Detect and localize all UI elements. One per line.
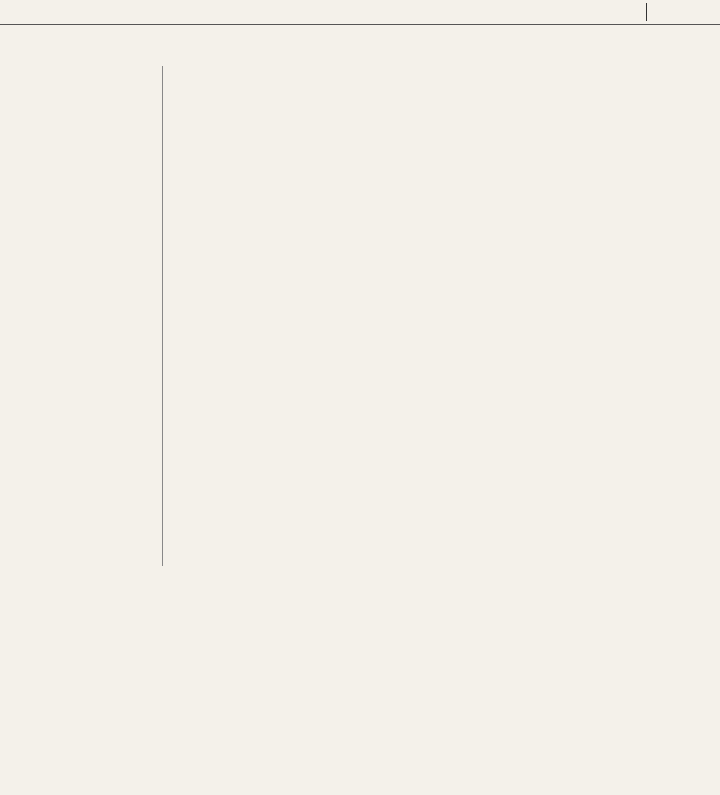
portfolio-distribution-chart — [570, 449, 720, 789]
top-charts-row — [165, 293, 720, 445]
drop-cap — [6, 70, 62, 158]
header-separator — [646, 3, 647, 21]
header-rule — [0, 24, 720, 25]
bottom-charts-row — [298, 622, 568, 792]
services-chart — [298, 449, 566, 619]
masthead — [8, 6, 16, 15]
column-divider — [162, 66, 163, 566]
